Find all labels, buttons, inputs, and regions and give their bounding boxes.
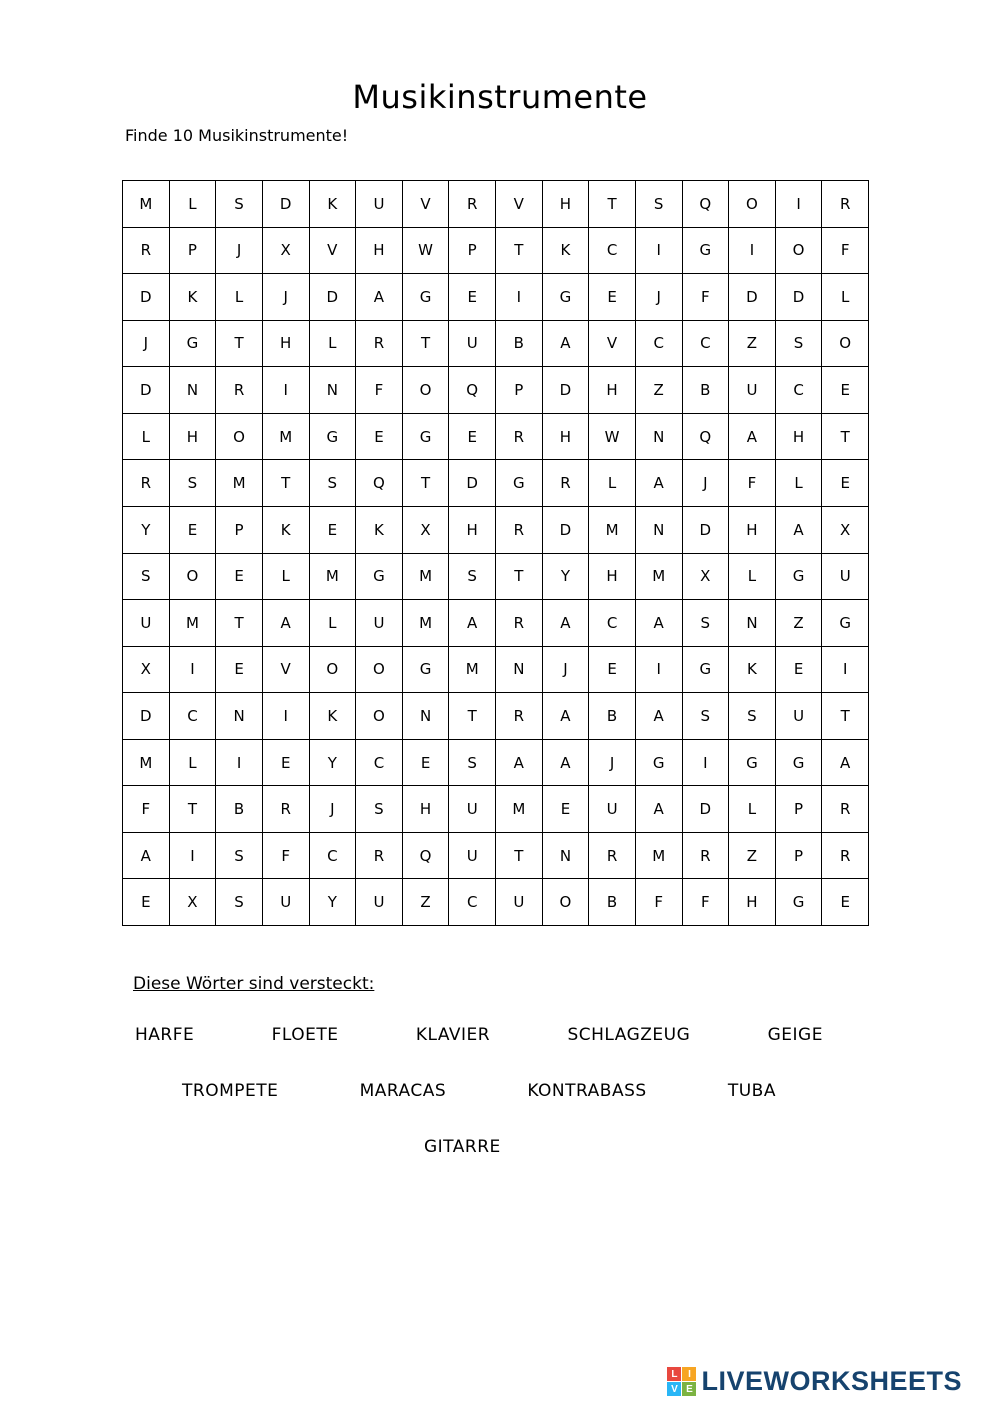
grid-cell-letter[interactable]: G: [542, 274, 589, 321]
grid-cell-letter[interactable]: E: [123, 879, 170, 926]
grid-cell-letter[interactable]: Z: [729, 832, 776, 879]
grid-row: [123, 320, 869, 367]
wordsearch-grid-body: [123, 181, 869, 926]
grid-row: [123, 786, 869, 833]
grid-row: [123, 413, 869, 460]
logo-cell-i: I: [682, 1367, 696, 1381]
hidden-word: GITARRE: [424, 1137, 501, 1157]
grid-cell-letter[interactable]: D: [262, 181, 309, 228]
grid-cell-letter[interactable]: C: [309, 832, 356, 879]
word-list-row-1: [135, 1025, 823, 1045]
grid-cell-letter[interactable]: V: [309, 227, 356, 274]
wordsearch-grid: [122, 180, 869, 926]
grid-cell-letter[interactable]: U: [729, 367, 776, 414]
grid-cell-letter[interactable]: E: [309, 506, 356, 553]
grid-cell-letter[interactable]: A: [496, 739, 543, 786]
grid-cell-letter[interactable]: P: [496, 367, 543, 414]
grid-cell-letter[interactable]: R: [356, 832, 403, 879]
grid-cell-letter[interactable]: A: [542, 739, 589, 786]
grid-cell-letter[interactable]: T: [822, 413, 869, 460]
grid-cell-letter[interactable]: R: [496, 506, 543, 553]
grid-cell-letter[interactable]: X: [822, 506, 869, 553]
grid-cell-letter[interactable]: M: [402, 553, 449, 600]
grid-cell-letter[interactable]: U: [356, 181, 403, 228]
instruction-text: Finde 10 Musikinstrumente!: [125, 126, 349, 145]
grid-cell-letter[interactable]: S: [309, 460, 356, 507]
word-list-row-3: [424, 1137, 501, 1157]
grid-cell-letter[interactable]: U: [496, 879, 543, 926]
grid-cell-letter[interactable]: H: [449, 506, 496, 553]
grid-cell-letter[interactable]: K: [309, 181, 356, 228]
grid-cell-letter[interactable]: D: [123, 693, 170, 740]
grid-cell-letter[interactable]: V: [589, 320, 636, 367]
grid-cell-letter[interactable]: H: [542, 413, 589, 460]
grid-cell-letter[interactable]: U: [449, 786, 496, 833]
grid-cell-letter[interactable]: U: [449, 320, 496, 367]
grid-cell-letter[interactable]: O: [169, 553, 216, 600]
grid-cell-letter[interactable]: K: [729, 646, 776, 693]
grid-cell-letter[interactable]: O: [402, 367, 449, 414]
grid-cell-letter[interactable]: W: [589, 413, 636, 460]
grid-cell-letter[interactable]: G: [775, 739, 822, 786]
grid-cell-letter[interactable]: T: [822, 693, 869, 740]
grid-cell-letter[interactable]: E: [449, 274, 496, 321]
grid-cell-letter[interactable]: D: [682, 786, 729, 833]
grid-cell-letter[interactable]: Y: [309, 879, 356, 926]
grid-cell-letter[interactable]: Q: [449, 367, 496, 414]
grid-cell-letter[interactable]: A: [542, 320, 589, 367]
hidden-word: TUBA: [727, 1081, 776, 1101]
grid-cell-letter[interactable]: R: [542, 460, 589, 507]
grid-cell-letter[interactable]: D: [449, 460, 496, 507]
grid-cell-letter[interactable]: A: [775, 506, 822, 553]
grid-cell-letter[interactable]: Y: [309, 739, 356, 786]
grid-cell-letter[interactable]: V: [496, 181, 543, 228]
grid-cell-letter[interactable]: S: [216, 879, 263, 926]
grid-cell-letter[interactable]: L: [822, 274, 869, 321]
grid-cell-letter[interactable]: U: [262, 879, 309, 926]
grid-cell-letter[interactable]: E: [356, 413, 403, 460]
grid-cell-letter[interactable]: H: [729, 879, 776, 926]
grid-cell-letter[interactable]: A: [356, 274, 403, 321]
grid-cell-letter[interactable]: N: [169, 367, 216, 414]
word-list-row-2: [182, 1081, 776, 1101]
grid-cell-letter[interactable]: P: [775, 832, 822, 879]
grid-cell-letter[interactable]: R: [822, 181, 869, 228]
grid-cell-letter[interactable]: E: [589, 274, 636, 321]
grid-cell-letter[interactable]: T: [496, 832, 543, 879]
grid-cell-letter[interactable]: O: [822, 320, 869, 367]
grid-cell-letter[interactable]: R: [822, 832, 869, 879]
grid-cell-letter[interactable]: S: [449, 553, 496, 600]
grid-cell-letter[interactable]: L: [309, 600, 356, 647]
grid-cell-letter[interactable]: F: [729, 460, 776, 507]
grid-cell-letter[interactable]: B: [216, 786, 263, 833]
grid-cell-letter[interactable]: S: [775, 320, 822, 367]
grid-cell-letter[interactable]: E: [216, 646, 263, 693]
grid-cell-letter[interactable]: I: [262, 367, 309, 414]
grid-cell-letter[interactable]: B: [682, 367, 729, 414]
grid-cell-letter[interactable]: S: [449, 739, 496, 786]
grid-cell-letter[interactable]: D: [729, 274, 776, 321]
grid-cell-letter[interactable]: R: [682, 832, 729, 879]
grid-cell-letter[interactable]: E: [822, 879, 869, 926]
grid-cell-letter[interactable]: E: [822, 460, 869, 507]
grid-row: [123, 181, 869, 228]
grid-cell-letter[interactable]: T: [402, 320, 449, 367]
grid-cell-letter[interactable]: D: [542, 367, 589, 414]
grid-cell-letter[interactable]: C: [589, 227, 636, 274]
grid-cell-letter[interactable]: O: [356, 646, 403, 693]
grid-cell-letter[interactable]: F: [635, 879, 682, 926]
grid-cell-letter[interactable]: A: [262, 600, 309, 647]
logo-cell-v: V: [667, 1382, 681, 1396]
grid-cell-letter[interactable]: N: [542, 832, 589, 879]
grid-cell-letter[interactable]: R: [262, 786, 309, 833]
grid-cell-letter[interactable]: G: [635, 739, 682, 786]
grid-cell-letter[interactable]: C: [356, 739, 403, 786]
grid-row: [123, 553, 869, 600]
page-title: Musikinstrumente: [352, 78, 648, 116]
grid-cell-letter[interactable]: R: [496, 693, 543, 740]
grid-cell-letter[interactable]: X: [123, 646, 170, 693]
grid-cell-letter[interactable]: G: [356, 553, 403, 600]
grid-cell-letter[interactable]: X: [169, 879, 216, 926]
hidden-word: GEIGE: [767, 1025, 823, 1045]
hidden-word: FLOETE: [271, 1025, 339, 1045]
grid-cell-letter[interactable]: G: [729, 739, 776, 786]
grid-cell-letter[interactable]: N: [635, 506, 682, 553]
grid-cell-letter[interactable]: G: [775, 553, 822, 600]
grid-cell-letter[interactable]: L: [216, 274, 263, 321]
grid-cell-letter[interactable]: A: [822, 739, 869, 786]
grid-cell-letter[interactable]: P: [775, 786, 822, 833]
grid-cell-letter[interactable]: B: [496, 320, 543, 367]
grid-cell-letter[interactable]: D: [123, 274, 170, 321]
grid-cell-letter[interactable]: T: [496, 553, 543, 600]
grid-cell-letter[interactable]: A: [542, 600, 589, 647]
grid-cell-letter[interactable]: G: [402, 413, 449, 460]
grid-cell-letter[interactable]: M: [309, 553, 356, 600]
grid-cell-letter[interactable]: F: [682, 274, 729, 321]
grid-cell-letter[interactable]: E: [449, 413, 496, 460]
grid-cell-letter[interactable]: Z: [635, 367, 682, 414]
grid-cell-letter[interactable]: S: [635, 181, 682, 228]
grid-cell-letter[interactable]: A: [449, 600, 496, 647]
grid-cell-letter[interactable]: F: [822, 227, 869, 274]
grid-cell-letter[interactable]: J: [262, 274, 309, 321]
grid-cell-letter[interactable]: I: [169, 832, 216, 879]
grid-cell-letter[interactable]: G: [775, 879, 822, 926]
grid-cell-letter[interactable]: V: [402, 181, 449, 228]
liveworksheets-logo-icon: [667, 1367, 696, 1396]
grid-cell-letter[interactable]: Q: [402, 832, 449, 879]
grid-cell-letter[interactable]: Z: [402, 879, 449, 926]
grid-cell-letter[interactable]: I: [216, 739, 263, 786]
grid-cell-letter[interactable]: F: [682, 879, 729, 926]
grid-cell-letter[interactable]: E: [589, 646, 636, 693]
grid-cell-letter[interactable]: D: [309, 274, 356, 321]
grid-cell-letter[interactable]: A: [542, 693, 589, 740]
grid-cell-letter[interactable]: H: [542, 181, 589, 228]
grid-cell-letter[interactable]: T: [216, 600, 263, 647]
grid-cell-letter[interactable]: B: [589, 879, 636, 926]
hidden-word: HARFE: [135, 1025, 195, 1045]
grid-cell-letter[interactable]: M: [262, 413, 309, 460]
grid-cell-letter[interactable]: Q: [356, 460, 403, 507]
grid-cell-letter[interactable]: S: [169, 460, 216, 507]
grid-cell-letter[interactable]: G: [169, 320, 216, 367]
grid-cell-letter[interactable]: K: [169, 274, 216, 321]
grid-cell-letter[interactable]: I: [775, 181, 822, 228]
grid-cell-letter[interactable]: N: [216, 693, 263, 740]
logo-cell-l: L: [667, 1367, 681, 1381]
grid-cell-letter[interactable]: M: [216, 460, 263, 507]
grid-cell-letter[interactable]: H: [589, 367, 636, 414]
grid-cell-letter[interactable]: X: [262, 227, 309, 274]
grid-cell-letter[interactable]: G: [682, 646, 729, 693]
grid-cell-letter[interactable]: S: [216, 181, 263, 228]
grid-row: [123, 879, 869, 926]
grid-cell-letter[interactable]: U: [356, 600, 403, 647]
grid-cell-letter[interactable]: S: [682, 693, 729, 740]
grid-cell-letter[interactable]: J: [309, 786, 356, 833]
grid-cell-letter[interactable]: C: [169, 693, 216, 740]
grid-cell-letter[interactable]: W: [402, 227, 449, 274]
grid-cell-letter[interactable]: H: [402, 786, 449, 833]
hidden-word: MARACAS: [359, 1081, 447, 1101]
grid-cell-letter[interactable]: Z: [775, 600, 822, 647]
grid-cell-letter[interactable]: K: [309, 693, 356, 740]
grid-cell-letter[interactable]: N: [496, 646, 543, 693]
grid-cell-letter[interactable]: E: [775, 646, 822, 693]
grid-cell-letter[interactable]: M: [589, 506, 636, 553]
grid-cell-letter[interactable]: G: [309, 413, 356, 460]
grid-cell-letter[interactable]: Q: [682, 413, 729, 460]
grid-cell-letter[interactable]: Q: [682, 181, 729, 228]
grid-cell-letter[interactable]: F: [123, 786, 170, 833]
grid-cell-letter[interactable]: L: [169, 181, 216, 228]
grid-cell-letter[interactable]: G: [402, 274, 449, 321]
grid-cell-letter[interactable]: G: [682, 227, 729, 274]
grid-row: [123, 274, 869, 321]
grid-cell-letter[interactable]: A: [635, 693, 682, 740]
grid-cell-letter[interactable]: G: [402, 646, 449, 693]
grid-cell-letter[interactable]: E: [822, 367, 869, 414]
grid-cell-letter[interactable]: Y: [542, 553, 589, 600]
grid-cell-letter[interactable]: T: [402, 460, 449, 507]
hidden-word: TROMPETE: [182, 1081, 279, 1101]
grid-cell-letter[interactable]: U: [822, 553, 869, 600]
grid-cell-letter[interactable]: J: [542, 646, 589, 693]
grid-cell-letter[interactable]: S: [682, 600, 729, 647]
grid-cell-letter[interactable]: S: [729, 693, 776, 740]
grid-cell-letter[interactable]: R: [123, 460, 170, 507]
grid-cell-letter[interactable]: H: [169, 413, 216, 460]
grid-cell-letter[interactable]: C: [449, 879, 496, 926]
grid-cell-letter[interactable]: A: [123, 832, 170, 879]
grid-cell-letter[interactable]: L: [589, 460, 636, 507]
grid-cell-letter[interactable]: L: [169, 739, 216, 786]
grid-cell-letter[interactable]: K: [262, 506, 309, 553]
grid-cell-letter[interactable]: K: [542, 227, 589, 274]
grid-cell-letter[interactable]: E: [542, 786, 589, 833]
grid-cell-letter[interactable]: L: [729, 786, 776, 833]
grid-cell-letter[interactable]: C: [775, 367, 822, 414]
grid-cell-letter[interactable]: H: [356, 227, 403, 274]
grid-cell-letter[interactable]: U: [123, 600, 170, 647]
grid-cell-letter[interactable]: R: [356, 320, 403, 367]
grid-cell-letter[interactable]: A: [635, 786, 682, 833]
grid-cell-letter[interactable]: L: [123, 413, 170, 460]
hidden-word: SCHLAGZEUG: [567, 1025, 691, 1045]
grid-cell-letter[interactable]: D: [775, 274, 822, 321]
grid-row: [123, 600, 869, 647]
grid-cell-letter[interactable]: R: [123, 227, 170, 274]
grid-cell-letter[interactable]: O: [356, 693, 403, 740]
grid-row: [123, 227, 869, 274]
grid-cell-letter[interactable]: T: [262, 460, 309, 507]
grid-cell-letter[interactable]: H: [262, 320, 309, 367]
grid-cell-letter[interactable]: T: [169, 786, 216, 833]
grid-cell-letter[interactable]: M: [169, 600, 216, 647]
grid-cell-letter[interactable]: J: [682, 460, 729, 507]
grid-cell-letter[interactable]: J: [123, 320, 170, 367]
hidden-word: KLAVIER: [415, 1025, 491, 1045]
grid-cell-letter[interactable]: L: [775, 460, 822, 507]
liveworksheets-brand: LIVEWORKSHEETS: [701, 1366, 962, 1396]
grid-cell-letter[interactable]: J: [635, 274, 682, 321]
grid-cell-letter[interactable]: P: [169, 227, 216, 274]
grid-cell-letter[interactable]: T: [449, 693, 496, 740]
grid-cell-letter[interactable]: N: [309, 367, 356, 414]
grid-row: [123, 460, 869, 507]
grid-cell-letter[interactable]: E: [169, 506, 216, 553]
grid-cell-letter[interactable]: X: [402, 506, 449, 553]
grid-cell-letter[interactable]: U: [356, 879, 403, 926]
grid-cell-letter[interactable]: J: [589, 739, 636, 786]
grid-cell-letter[interactable]: A: [729, 413, 776, 460]
grid-cell-letter[interactable]: E: [216, 553, 263, 600]
grid-row: [123, 506, 869, 553]
grid-cell-letter[interactable]: M: [402, 600, 449, 647]
grid-cell-letter[interactable]: L: [309, 320, 356, 367]
grid-cell-letter[interactable]: N: [402, 693, 449, 740]
hidden-words-label: Diese Wörter sind versteckt:: [133, 974, 375, 994]
grid-cell-letter[interactable]: U: [589, 786, 636, 833]
grid-cell-letter[interactable]: T: [496, 227, 543, 274]
liveworksheets-footer[interactable]: [667, 1366, 962, 1397]
grid-cell-letter[interactable]: I: [822, 646, 869, 693]
grid-cell-letter[interactable]: X: [682, 553, 729, 600]
grid-cell-letter[interactable]: C: [635, 320, 682, 367]
grid-cell-letter[interactable]: A: [635, 600, 682, 647]
grid-cell-letter[interactable]: O: [309, 646, 356, 693]
grid-cell-letter[interactable]: I: [635, 646, 682, 693]
grid-cell-letter[interactable]: E: [262, 739, 309, 786]
grid-row: [123, 367, 869, 414]
grid-cell-letter[interactable]: I: [169, 646, 216, 693]
grid-cell-letter[interactable]: T: [589, 181, 636, 228]
grid-cell-letter[interactable]: M: [123, 181, 170, 228]
grid-cell-letter[interactable]: M: [123, 739, 170, 786]
grid-cell-letter[interactable]: H: [729, 506, 776, 553]
grid-cell-letter[interactable]: R: [449, 181, 496, 228]
grid-cell-letter[interactable]: S: [216, 832, 263, 879]
grid-cell-letter[interactable]: S: [356, 786, 403, 833]
grid-cell-letter[interactable]: D: [123, 367, 170, 414]
grid-row: [123, 739, 869, 786]
grid-cell-letter[interactable]: M: [635, 832, 682, 879]
grid-cell-letter[interactable]: L: [729, 553, 776, 600]
grid-cell-letter[interactable]: I: [635, 227, 682, 274]
grid-cell-letter[interactable]: B: [589, 693, 636, 740]
grid-cell-letter[interactable]: R: [822, 786, 869, 833]
grid-cell-letter[interactable]: C: [589, 600, 636, 647]
grid-cell-letter[interactable]: P: [216, 506, 263, 553]
grid-cell-letter[interactable]: M: [449, 646, 496, 693]
grid-cell-letter[interactable]: M: [496, 786, 543, 833]
grid-cell-letter[interactable]: N: [729, 600, 776, 647]
grid-cell-letter[interactable]: U: [449, 832, 496, 879]
grid-cell-letter[interactable]: R: [589, 832, 636, 879]
grid-cell-letter[interactable]: J: [216, 227, 263, 274]
grid-cell-letter[interactable]: Y: [123, 506, 170, 553]
grid-cell-letter[interactable]: O: [729, 181, 776, 228]
grid-cell-letter[interactable]: G: [496, 460, 543, 507]
grid-cell-letter[interactable]: O: [542, 879, 589, 926]
grid-cell-letter[interactable]: I: [729, 227, 776, 274]
grid-cell-letter[interactable]: I: [262, 693, 309, 740]
grid-cell-letter[interactable]: E: [402, 739, 449, 786]
grid-row: [123, 646, 869, 693]
grid-cell-letter[interactable]: D: [542, 506, 589, 553]
grid-row: [123, 832, 869, 879]
grid-cell-letter[interactable]: R: [216, 367, 263, 414]
grid-row: [123, 693, 869, 740]
logo-cell-e: E: [682, 1382, 696, 1396]
grid-cell-letter[interactable]: H: [775, 413, 822, 460]
hidden-word: KONTRABASS: [527, 1081, 647, 1101]
grid-cell-letter[interactable]: V: [262, 646, 309, 693]
grid-cell-letter[interactable]: T: [216, 320, 263, 367]
grid-cell-letter[interactable]: D: [682, 506, 729, 553]
grid-cell-letter[interactable]: F: [356, 367, 403, 414]
grid-cell-letter[interactable]: U: [775, 693, 822, 740]
grid-cell-letter[interactable]: G: [822, 600, 869, 647]
grid-cell-letter[interactable]: R: [496, 600, 543, 647]
grid-cell-letter[interactable]: P: [449, 227, 496, 274]
grid-cell-letter[interactable]: O: [775, 227, 822, 274]
grid-cell-letter[interactable]: L: [262, 553, 309, 600]
grid-cell-letter[interactable]: Z: [729, 320, 776, 367]
grid-cell-letter[interactable]: S: [123, 553, 170, 600]
grid-cell-letter[interactable]: C: [682, 320, 729, 367]
grid-cell-letter[interactable]: H: [589, 553, 636, 600]
grid-cell-letter[interactable]: F: [262, 832, 309, 879]
grid-cell-letter[interactable]: M: [635, 553, 682, 600]
grid-cell-letter[interactable]: I: [496, 274, 543, 321]
grid-cell-letter[interactable]: R: [496, 413, 543, 460]
grid-cell-letter[interactable]: A: [635, 460, 682, 507]
grid-cell-letter[interactable]: K: [356, 506, 403, 553]
grid-cell-letter[interactable]: I: [682, 739, 729, 786]
grid-cell-letter[interactable]: N: [635, 413, 682, 460]
grid-cell-letter[interactable]: O: [216, 413, 263, 460]
